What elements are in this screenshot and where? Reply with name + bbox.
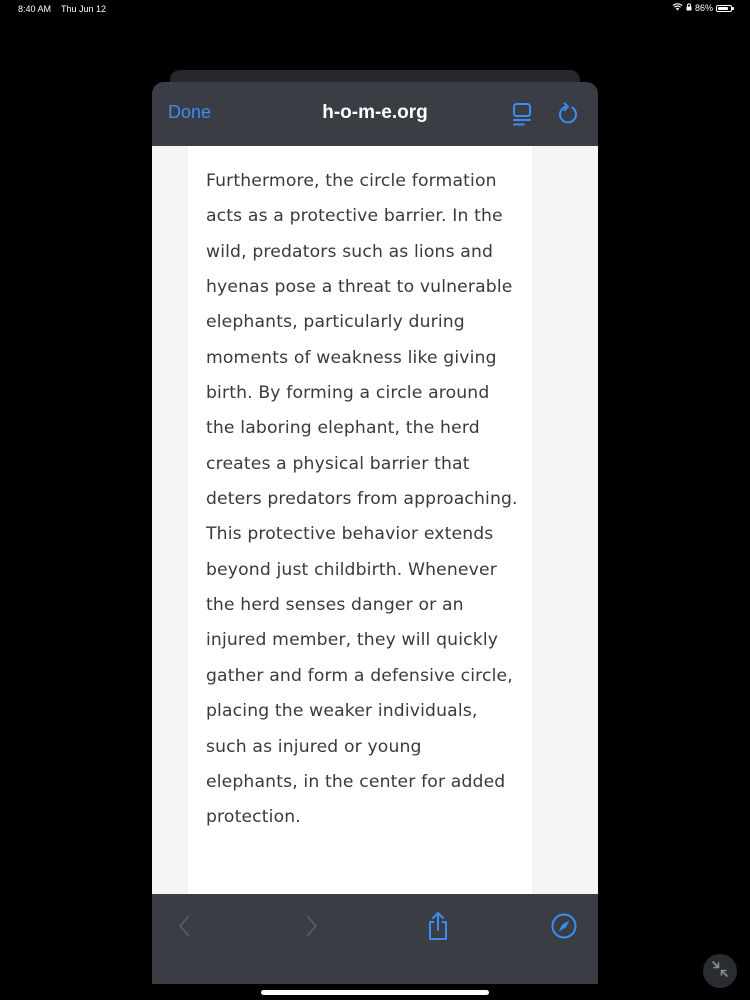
- home-indicator[interactable]: [261, 990, 489, 995]
- lock-icon: [686, 3, 692, 13]
- bottom-toolbar: [152, 894, 598, 984]
- article-column: [188, 146, 532, 894]
- share-icon[interactable]: [422, 910, 454, 942]
- sheet-header: [152, 82, 598, 146]
- browser-sheet: [152, 82, 598, 984]
- status-time: 8:40 AM: [18, 4, 52, 14]
- status-date: Thu Jun 12: [61, 4, 107, 14]
- reload-icon[interactable]: [554, 100, 582, 128]
- wifi-icon: [672, 3, 683, 13]
- page-content[interactable]: [152, 146, 598, 894]
- shrink-arrows-icon: [711, 960, 729, 982]
- back-chevron-icon[interactable]: [168, 910, 200, 942]
- status-bar: [0, 0, 750, 18]
- reader-icon[interactable]: [508, 100, 536, 128]
- compass-icon[interactable]: [548, 910, 580, 942]
- status-indicators: [672, 3, 732, 13]
- battery-fill: [718, 7, 728, 10]
- battery-icon: [716, 5, 732, 12]
- forward-chevron-icon[interactable]: [296, 910, 328, 942]
- done-button[interactable]: Done: [168, 102, 212, 122]
- article-paragraph: Furthermore, the circle formation acts as a protective barrier. In the wild, predators such as lions and hyenas pose a threat to vulnerable elephants, particularly during moments of weakness like giving birth. By forming a circle around the laboring elephant, the herd creates a physical barrier that deters predators from approaching. This protective behavior extends beyond just childbirth. Whenever the herd senses danger or an injured member, they will quickly gather and form a defensive circle, placing the weaker individuals, such as injured or young elephants, in the center for added protection.: [206, 171, 518, 828]
- page-domain: h-o-m-e.org: [322, 102, 428, 123]
- shrink-button[interactable]: [703, 954, 737, 988]
- battery-percent: 86%: [694, 3, 713, 13]
